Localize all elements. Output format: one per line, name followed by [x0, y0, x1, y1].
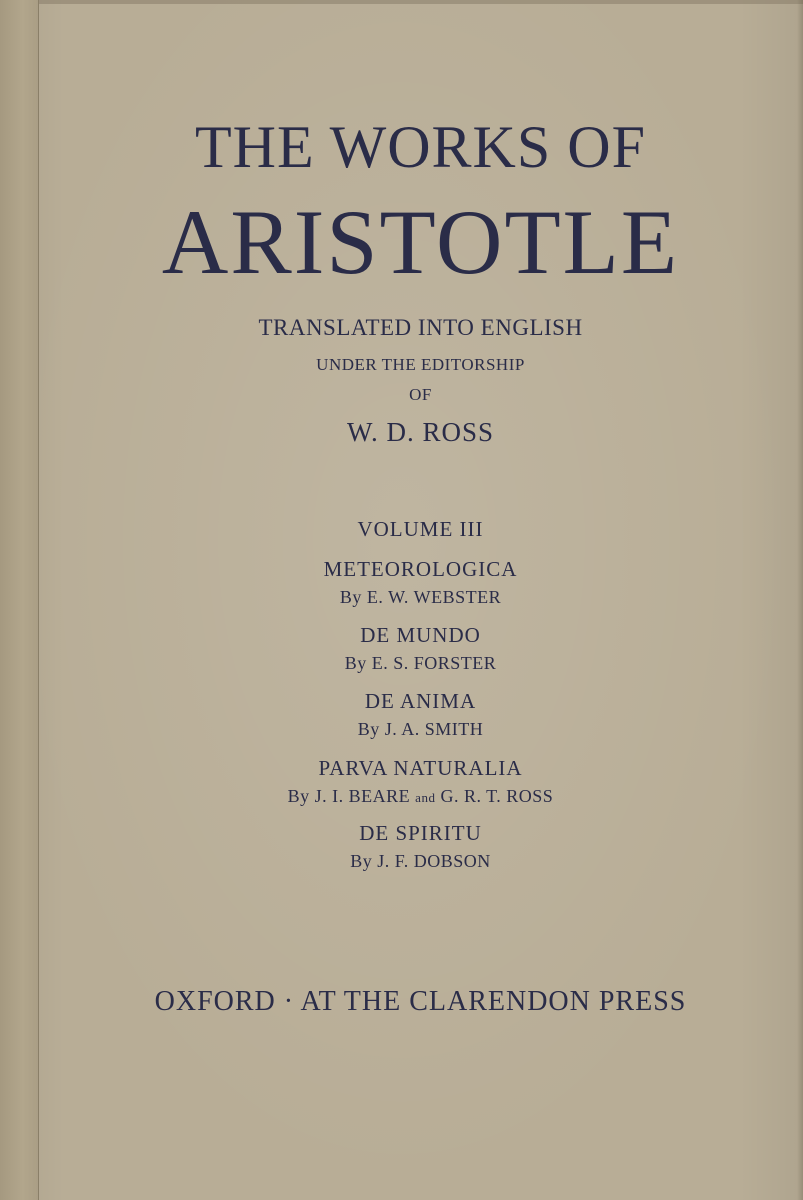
- work-title: DE SPIRITU: [359, 821, 482, 845]
- byline-by: By: [344, 653, 367, 673]
- subtitle-line-3: OF: [409, 385, 432, 404]
- cover-top-edge: [0, 0, 803, 4]
- byline-translator: J. F. DOBSON: [377, 851, 491, 871]
- work-byline: [38, 586, 803, 610]
- title-line-1: THE WORKS OF: [195, 114, 646, 180]
- byline-translator: E. S. FORSTER: [371, 653, 497, 673]
- subtitle-line-1: TRANSLATED INTO ENGLISH: [258, 315, 583, 340]
- byline-translator: J. I. BEARE: [314, 786, 411, 806]
- byline-by: By: [287, 786, 310, 806]
- title-line-2: ARISTOTLE: [161, 191, 680, 293]
- volume-label: VOLUME III: [357, 517, 484, 541]
- work-title: DE ANIMA: [364, 689, 477, 713]
- work-byline: [38, 850, 803, 872]
- byline-and: and: [415, 790, 436, 805]
- spine-fold: [0, 0, 39, 1200]
- work-byline: [38, 785, 803, 809]
- byline-by: By: [339, 587, 362, 607]
- work-title: DE MUNDO: [360, 623, 481, 647]
- publisher-imprint: OXFORD · AT THE CLARENDON PRESS: [154, 986, 687, 1017]
- byline-translator: J. A. SMITH: [384, 719, 484, 739]
- byline-by: By: [350, 851, 373, 871]
- byline-by: By: [357, 719, 380, 739]
- work-title: PARVA NATURALIA: [318, 756, 523, 780]
- byline-translator: E. W. WEBSTER: [366, 587, 502, 607]
- byline-translator: G. R. T. ROSS: [440, 786, 554, 806]
- work-byline: [38, 652, 803, 674]
- work-title: METEOROLOGICA: [323, 557, 518, 581]
- subtitle-line-2: UNDER THE EDITORSHIP: [316, 355, 525, 374]
- work-byline: [38, 718, 803, 740]
- editor-name: W. D. ROSS: [346, 417, 495, 447]
